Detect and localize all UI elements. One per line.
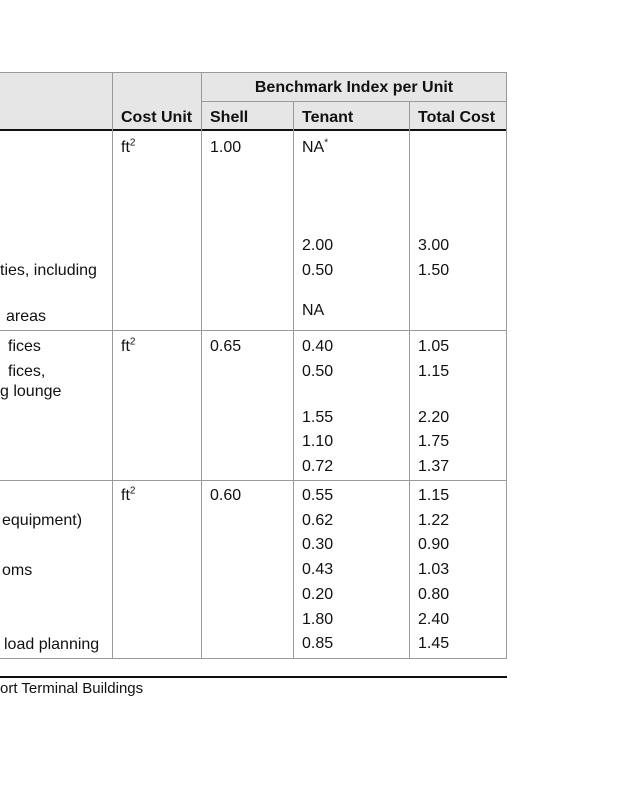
cell-tenant: 0.20 — [302, 586, 334, 603]
section-divider-1 — [0, 330, 507, 331]
cell-total: 1.05 — [418, 338, 450, 355]
cell-total: 2.20 — [418, 409, 450, 426]
column-divider-tenant — [409, 102, 410, 659]
column-divider-shell — [293, 102, 294, 659]
section-2-cost-unit: $ft^2$ — [121, 336, 136, 355]
column-divider-label — [112, 72, 113, 659]
cell-total: 3.00 — [418, 237, 450, 254]
header-tenant: Tenant — [302, 109, 354, 126]
cell-tenant: 0.50 — [302, 262, 334, 279]
cell-total: 0.90 — [418, 536, 450, 553]
cell-tenant: 2.00 — [302, 237, 334, 254]
table-caption: ort Terminal Buildings — [0, 680, 144, 697]
cell-label: equipment) — [2, 512, 83, 529]
cell-label: fices — [8, 338, 41, 355]
section-3-cost-unit: $ft^2$ — [121, 485, 136, 504]
header-shell: Shell — [210, 109, 249, 126]
cell-tenant: 0.30 — [302, 536, 334, 553]
cell-total: 1.37 — [418, 458, 450, 475]
cell-tenant: 0.62 — [302, 512, 334, 529]
header-benchmark-index: Benchmark Index per Unit — [254, 79, 454, 96]
cell-total: 1.03 — [418, 561, 450, 578]
table-right-border — [506, 72, 507, 659]
section-3-shell: 0.60 — [210, 487, 242, 504]
cell-total: 1.22 — [418, 512, 450, 529]
cell-total: 2.40 — [418, 611, 450, 628]
cell-label: fices, — [8, 363, 46, 380]
cell-label-line2: g lounge — [0, 383, 62, 400]
cell-tenant: 0.40 — [302, 338, 334, 355]
cell-total: 1.75 — [418, 433, 450, 450]
section-1-shell: 1.00 — [210, 139, 242, 156]
section-2-shell: 0.65 — [210, 338, 242, 355]
cell-tenant: 0.55 — [302, 487, 334, 504]
cell-tenant: 1.10 — [302, 433, 334, 450]
cell-tenant: NA — [302, 302, 325, 319]
header-cost-unit: Cost Unit — [121, 109, 193, 126]
cell-total: 1.15 — [418, 487, 450, 504]
cell-total: 1.15 — [418, 363, 450, 380]
cell-tenant: 1.55 — [302, 409, 334, 426]
header-subdivider — [202, 101, 507, 102]
header-bottom-rule — [0, 129, 507, 131]
cell-tenant: 0.72 — [302, 458, 334, 475]
cell-total: 0.80 — [418, 586, 450, 603]
cell-label: load planning — [4, 636, 100, 653]
cell-total: 1.45 — [418, 635, 450, 652]
cell-total: 1.50 — [418, 262, 450, 279]
column-divider-costunit — [201, 72, 202, 659]
table-top-border — [0, 72, 507, 73]
cell-tenant: 0.43 — [302, 561, 334, 578]
cell-tenant: 0.50 — [302, 363, 334, 380]
table-row: NA* — [302, 137, 329, 156]
caption-rule — [0, 676, 507, 678]
cell-tenant: 0.85 — [302, 635, 334, 652]
section-divider-2 — [0, 480, 507, 481]
header-total-cost: Total Cost — [418, 109, 496, 126]
cell-label: areas — [6, 308, 47, 325]
cell-tenant: 1.80 — [302, 611, 334, 628]
cell-label: ties, including — [0, 262, 97, 279]
section-1-cost-unit: $ft^2$ — [121, 137, 136, 156]
cell-label: oms — [2, 562, 33, 579]
table-bottom-border — [0, 658, 507, 659]
